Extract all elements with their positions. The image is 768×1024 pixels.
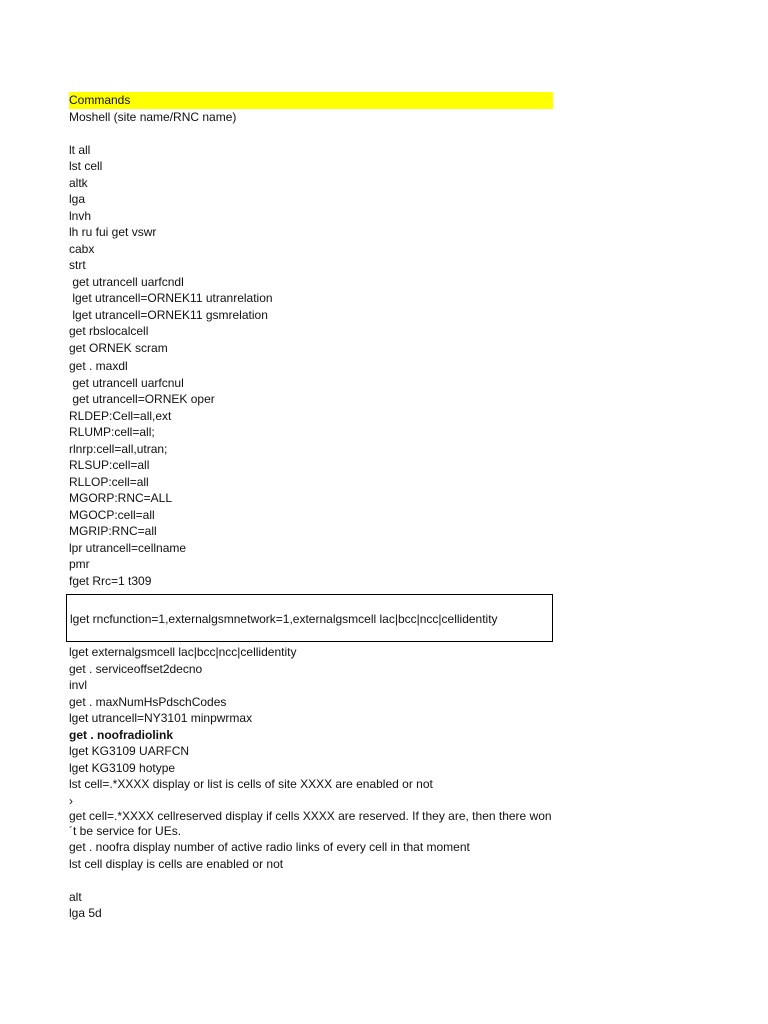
command-line: pmr — [69, 557, 90, 571]
command-line: lget externalgsmcell lac|bcc|ncc|cellidentity — [69, 645, 297, 659]
command-line: get . noofra display number of active radio links of every cell in that moment — [69, 840, 470, 854]
command-line: alt — [69, 889, 82, 904]
command-line: MGRIP:RNC=all — [69, 524, 157, 538]
wrapped-command-line: get cell=.*XXXX cellreserved display if cells XXXX are reserved. If they are, then there won´t be service for UEs. — [69, 809, 552, 838]
command-line: lh ru fui get vswr — [69, 225, 157, 239]
command-line: get utrancell=ORNEK oper — [69, 392, 215, 406]
command-line: RLSUP:cell=all — [69, 458, 150, 472]
command-group-c — [69, 644, 553, 727]
command-line: strt — [69, 258, 86, 272]
command-sheet — [69, 92, 553, 922]
command-line: get utrancell uarfcndl — [69, 274, 184, 289]
command-line: fget Rrc=1 t309 — [69, 573, 152, 588]
command-line: lget KG3109 UARFCN — [69, 744, 190, 758]
command-line: lget utrancell=NY3101 minpwrmax — [69, 711, 253, 725]
commands-header: Commands — [69, 92, 553, 109]
command-line: lst cell=.*XXXX display or list is cells of site XXXX are enabled or not — [69, 777, 433, 791]
blank-line — [69, 872, 553, 889]
command-line: lga — [69, 192, 86, 206]
command-group-e — [69, 839, 553, 922]
bordered-command-cell: lget rncfunction=1,externalgsmnetwork=1,externalgsmcell lac|bcc|ncc|cellidentity — [66, 594, 553, 642]
command-line: get rbslocalcell — [69, 324, 149, 338]
command-line: lget utrancell=ORNEK11 utranrelation — [69, 291, 273, 305]
command-group-d — [69, 743, 553, 809]
command-line: get . serviceoffset2decno — [69, 661, 203, 676]
blank-line — [69, 125, 553, 142]
command-line: get . maxNumHsPdschCodes — [69, 694, 227, 709]
command-line: lget utrancell=ORNEK11 gsmrelation — [69, 307, 268, 322]
command-line: lst cell display is cells are enabled or not — [69, 856, 284, 871]
command-line: MGOCP:cell=all — [69, 507, 155, 522]
command-group-b — [69, 358, 553, 589]
command-line: lga 5d — [69, 906, 102, 920]
command-line: lst cell — [69, 159, 103, 173]
command-line: get ORNEK scram — [69, 340, 168, 355]
command-line: lnvh — [69, 208, 92, 223]
command-line: RLDEP:Cell=all,ext — [69, 408, 172, 423]
bold-command-line: get . noofradiolink — [69, 727, 173, 742]
command-line: RLLOP:cell=all — [69, 474, 149, 489]
command-line: get utrancell uarfcnul — [69, 375, 184, 390]
command-line: invl — [69, 678, 88, 692]
command-line: get . maxdl — [69, 359, 128, 373]
command-line: cabx — [69, 241, 95, 256]
command-line: Moshell (site name/RNC name) — [69, 109, 237, 124]
command-line: lt all — [69, 142, 91, 157]
command-line: RLUMP:cell=all; — [69, 425, 155, 439]
command-line: › — [69, 793, 73, 808]
command-line: lget KG3109 hotype — [69, 760, 176, 775]
command-line: lpr utrancell=cellname — [69, 540, 187, 555]
command-line: altk — [69, 175, 88, 190]
command-line: MGORP:RNC=ALL — [69, 491, 173, 505]
command-group-a — [69, 109, 553, 357]
command-line: rlnrp:cell=all,utran; — [69, 441, 168, 456]
